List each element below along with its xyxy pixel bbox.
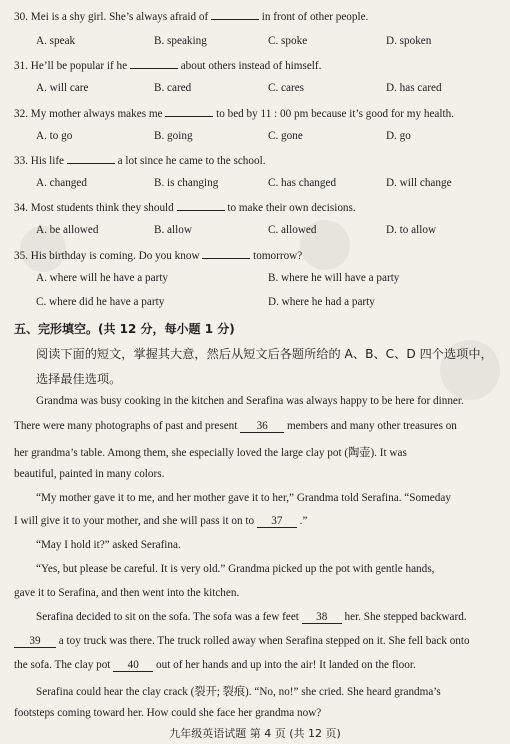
option-d: D. will change [386, 177, 452, 189]
option-b: B. where he will have a party [268, 272, 400, 284]
passage-line: Serafina could hear the clay crack (裂开; 裂痕). “No, no!” she cried. She heard grandma’s [36, 686, 441, 698]
answer-blank [67, 153, 115, 164]
option-d: D. go [386, 130, 411, 142]
option-b: B. going [154, 130, 193, 142]
page-footer: 九年级英语试题 第 4 页 (共 12 页) [169, 727, 341, 740]
passage-line: her grandma’s table. Among them, she especially loved the large clay pot (陶壶). It was [14, 447, 407, 459]
passage-line: the sofa. The clay pot 40 out of her hands and up into the air! It landed on the floor. [14, 659, 416, 671]
passage-line: gave it to Serafina, and then went into the kitchen. [14, 587, 240, 599]
answer-blank [130, 58, 178, 69]
passage-line: 39 a toy truck was there. The truck rolled away when Serafina stepped on it. She fell back onto [14, 635, 470, 648]
passage-line: “My mother gave it to me, and her mother gave it to her,” Grandma told Serafina. “Someday [36, 492, 451, 504]
option-a: A. will care [36, 82, 89, 94]
option-c: C. allowed [268, 224, 317, 236]
answer-blank [177, 200, 225, 211]
question-31: 31. He’ll be popular if he about others instead of himself. [14, 60, 322, 72]
passage-line: beautiful, painted in many colors. [14, 468, 165, 480]
option-b: B. speaking [154, 35, 207, 47]
option-a: A. where will he have a party [36, 272, 169, 284]
option-d: D. where he had a party [268, 296, 375, 308]
option-a: A. speak [36, 35, 76, 47]
question-32: 32. My mother always makes me to bed by 11 : 00 pm because it’s good for my health. [14, 108, 455, 120]
option-c: C. where did he have a party [36, 296, 165, 308]
option-b: B. cared [154, 82, 192, 94]
question-30: 30. Mei is a shy girl. She’s always afraid of in front of other people. [14, 11, 369, 23]
option-d: D. to allow [386, 224, 437, 236]
passage-line: Grandma was busy cooking in the kitchen and Serafina was always happy to be here for dinner. [36, 395, 464, 407]
question-34: 34. Most students think they should to make their own decisions. [14, 202, 356, 214]
answer-blank [202, 248, 250, 259]
cloze-blank-37: 37 [257, 515, 297, 528]
option-a: A. to go [36, 130, 73, 142]
option-c: C. cares [268, 82, 305, 94]
option-d: D. spoken [386, 35, 432, 47]
option-b: B. allow [154, 224, 192, 236]
cloze-blank-40: 40 [113, 659, 153, 672]
cloze-blank-36: 36 [240, 420, 284, 433]
passage-line: footsteps coming toward her. How could she face her grandma now? [14, 707, 322, 719]
passage-line: “May I hold it?” asked Serafina. [36, 539, 181, 551]
section-instruction: 阅读下面的短文，掌握其大意，然后从短文后各题所给的 A、B、C、D 四个选项中， [36, 347, 493, 361]
option-c: C. spoke [268, 35, 308, 47]
option-a: A. changed [36, 177, 87, 189]
question-33: 33. His life a lot since he came to the school. [14, 155, 266, 167]
answer-blank [165, 106, 213, 117]
option-a: A. be allowed [36, 224, 99, 236]
passage-line: I will give it to your mother, and she will pass it on to 37 .” [14, 515, 308, 527]
passage-line: Serafina decided to sit on the sofa. The sofa was a few feet 38 her. She stepped backward. [36, 611, 467, 623]
section-instruction: 选择最佳选项。 [36, 372, 122, 386]
cloze-blank-39: 39 [14, 635, 56, 648]
answer-blank [211, 9, 259, 20]
option-d: D. has cared [386, 82, 442, 94]
section-heading: 五、完形填空。(共 12 分，每小题 1 分) [14, 322, 235, 336]
option-c: C. gone [268, 130, 303, 142]
question-35: 35. His birthday is coming. Do you know tomorrow? [14, 250, 303, 262]
passage-line: “Yes, but please be careful. It is very old.” Grandma picked up the pot with gentle hands, [36, 563, 435, 575]
option-b: B. is changing [154, 177, 219, 189]
option-c: C. has changed [268, 177, 337, 189]
cloze-blank-38: 38 [302, 611, 342, 624]
passage-line: There were many photographs of past and present 36 members and many other treasures on [14, 420, 457, 432]
